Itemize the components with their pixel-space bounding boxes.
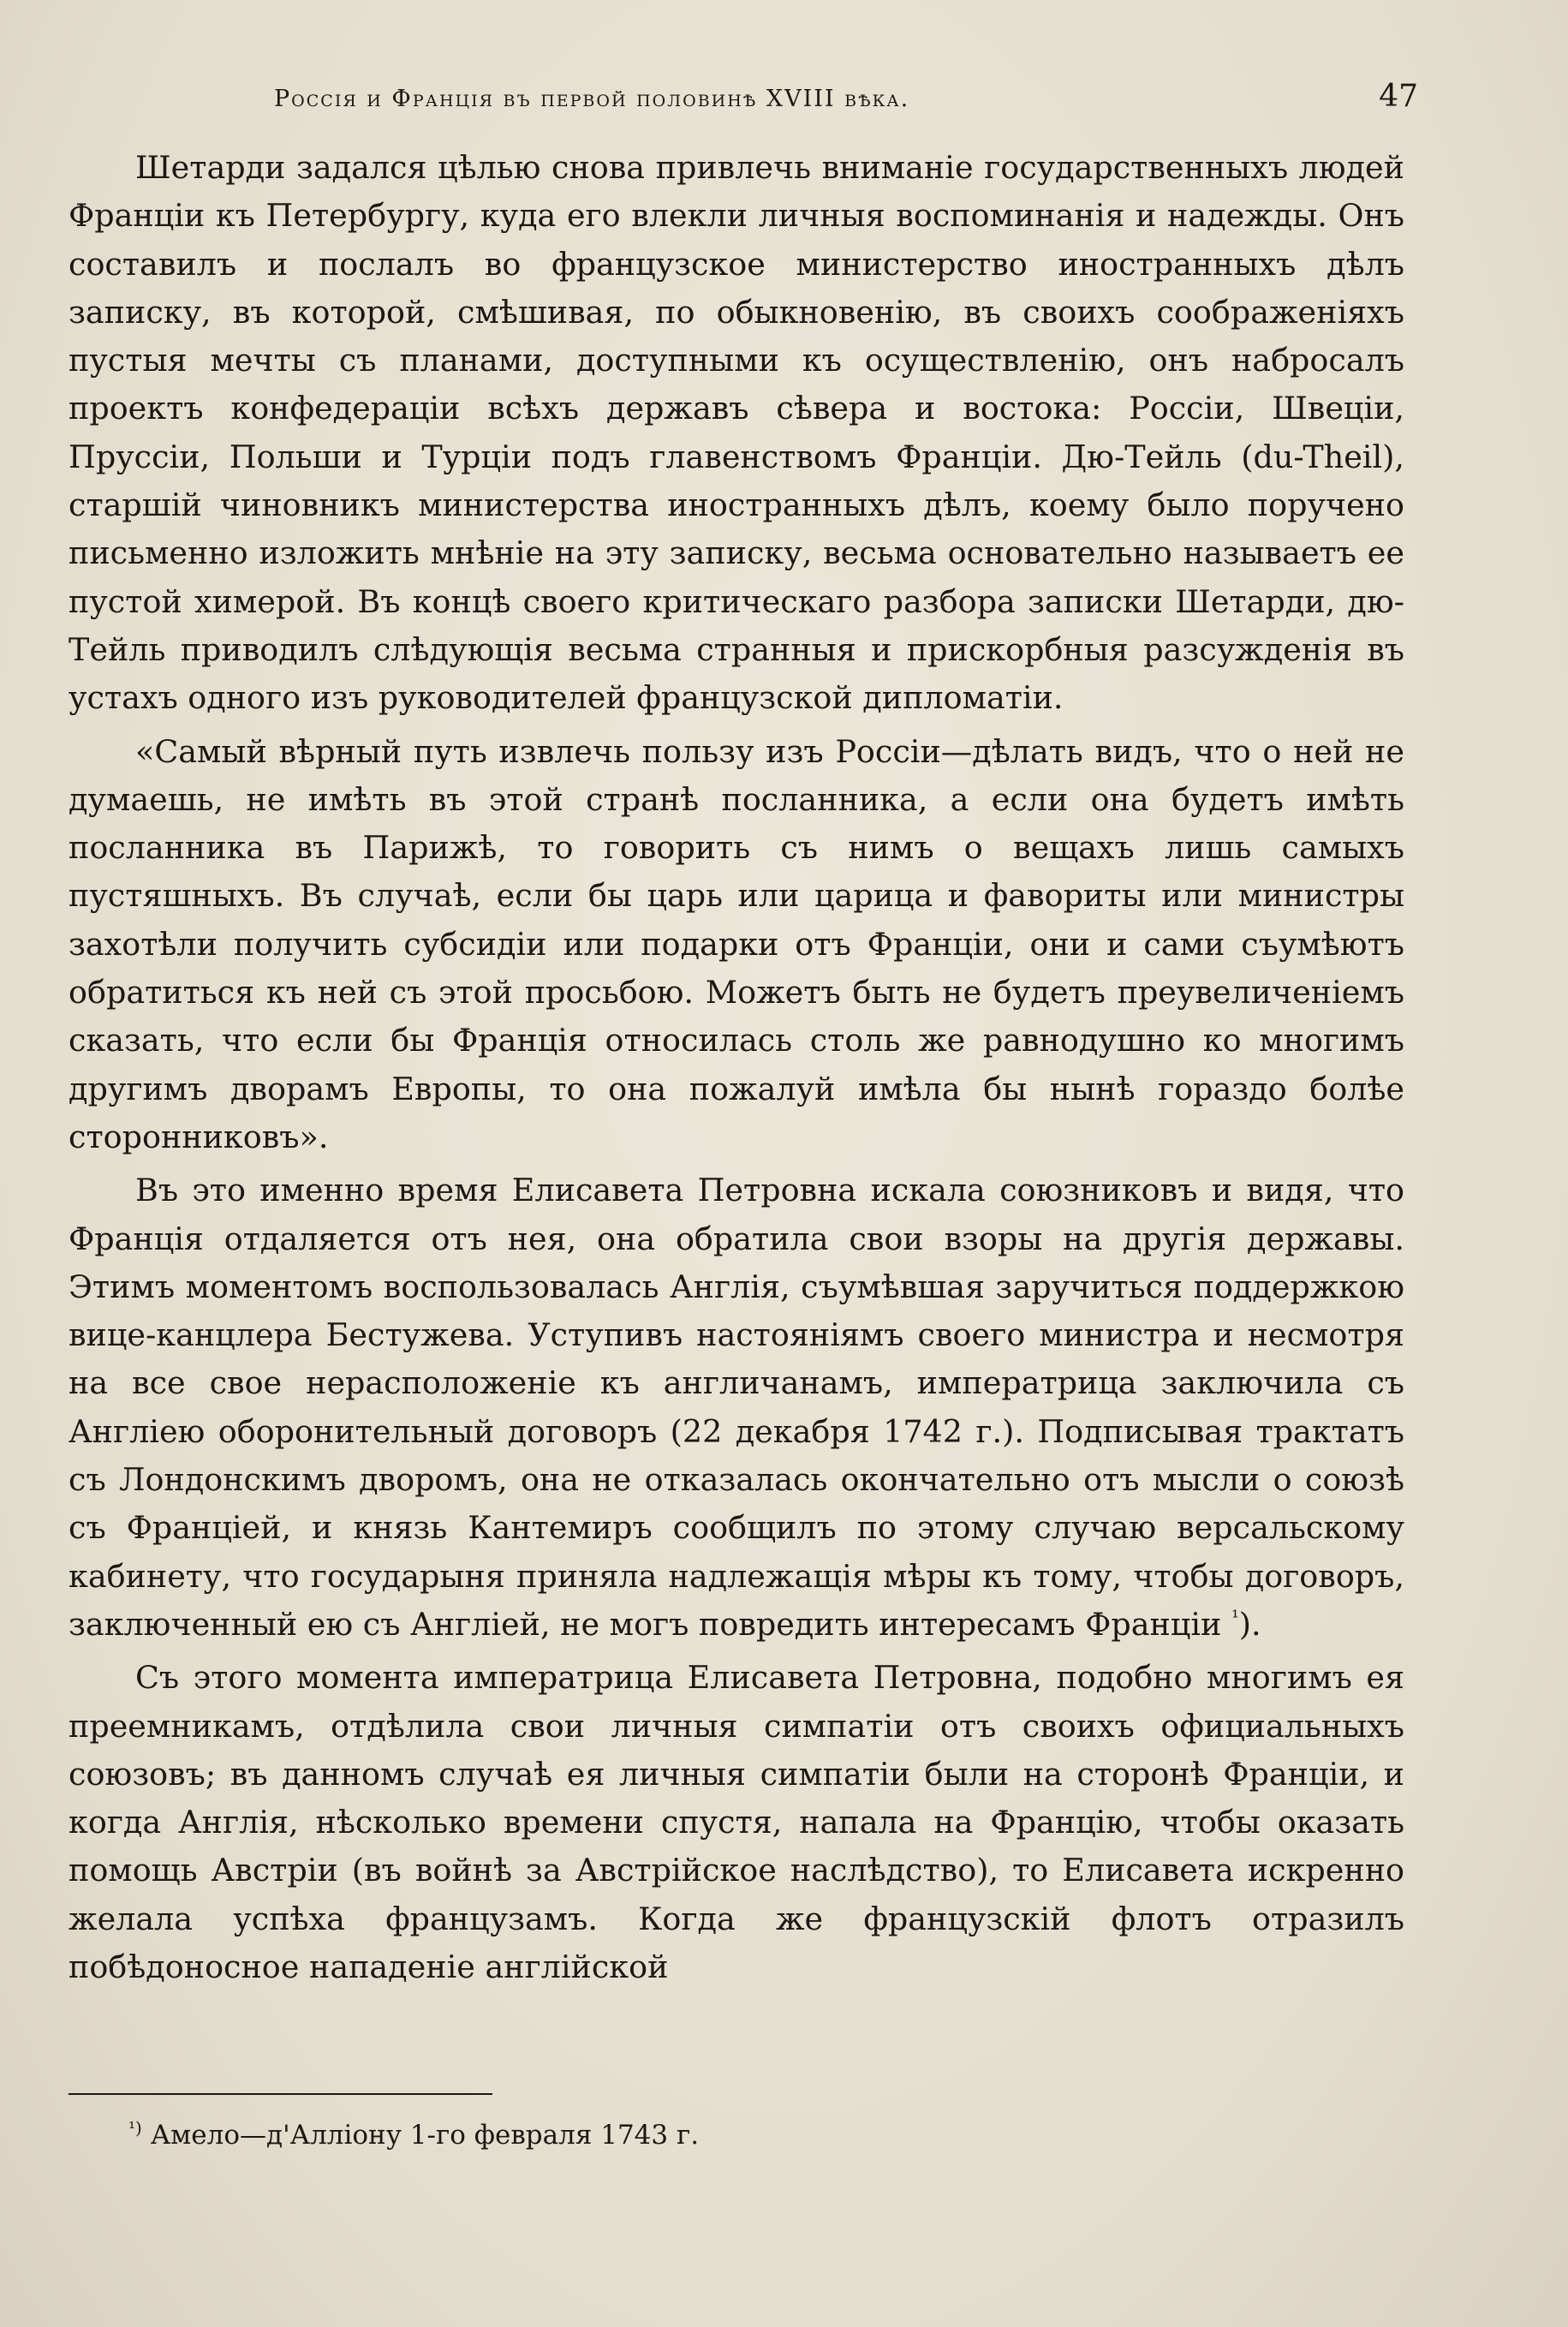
footnote-reference: ¹ — [1231, 1607, 1239, 1629]
body-text — [69, 144, 1404, 1991]
paragraph-1: Шетарди задался цѣлью снова привлечь вниманіе государственныхъ людей Франціи къ Петербургу, куда его влекли личныя воспоминанія и надежды. Онъ составилъ и послалъ во французское министерство иностранныхъ дѣлъ записку, въ которой, смѣшивая, по обыкновенію, въ своихъ соображеніяхъ пустыя мечты съ планами, доступными къ осуществленію, онъ набросалъ проектъ конфедераціи всѣхъ державъ сѣвера и востока: Россіи, Швеціи, Пруссіи, Польши и Турціи подъ главенствомъ Франціи. Дю-Тейль (du-Theil), старшій чиновникъ министерства иностранныхъ дѣлъ, коему было поручено письменно изложить мнѣніе на эту записку, весьма основательно называетъ ее пустой химерой. Въ концѣ своего критическаго разбора записки Шетарди, дю-Тейль приводилъ слѣдующія весьма странныя и прискорбныя разсужденія въ устахъ одного изъ руководителей французской дипломатіи. — [69, 149, 1404, 717]
page-header — [69, 79, 1397, 122]
running-title: Россія и Франція въ первой половинѣ XVIII вѣка. — [274, 86, 910, 112]
page-number: 47 — [1379, 79, 1418, 114]
footnote — [128, 2117, 700, 2151]
footnote-text: Амело—д'Аллiону 1-го февраля 1743 г. — [150, 2120, 700, 2151]
paragraph-3-text: Въ это именно время Елисавета Петровна искала союзниковъ и видя, что Франція отдаляется отъ нея, она обратила свои взоры на другія державы. Этимъ моментомъ воспользовалась Англія, съумѣвшая заручиться поддержкою вице-канцлера Бестужева. Уступивъ настояніямъ своего министра и несмотря на все свое нерасположеніе къ англичанамъ, императрица заключила съ Англіею оборонительный договоръ (22 декабря 1742 г.). Подписывая трактатъ съ Лондонскимъ дворомъ, она не отказалась окончательно отъ мысли о союзѣ съ Франціей, и князь Кантемиръ сообщилъ по этому случаю версальскому кабинету, что государыня приняла надлежащія мѣры къ тому, чтобы договоръ, заключенный ею съ Англіей, не могъ повредить интересамъ Франціи — [69, 1172, 1404, 1643]
footnote-mark: ¹) — [128, 2117, 142, 2139]
paragraph-4: Съ этого момента императрица Елисавета Петровна, подобно многимъ ея преемникамъ, отдѣлила свои личныя симпатіи отъ своихъ официальныхъ союзовъ; въ данномъ случаѣ ея личныя симпатіи были на сторонѣ Франціи, и когда Англія, нѣсколько времени спустя, напала на Францію, чтобы оказать помощь Австріи (въ войнѣ за Австрійское наслѣдство), то Елисавета искренно желала успѣха французамъ. Когда же французскій флотъ отразилъ побѣдоносное нападеніе англійской — [69, 1659, 1404, 1985]
footnote-divider — [69, 2093, 492, 2095]
paragraph-3 — [69, 1166, 1404, 1649]
paragraph-2-quote: «Самый вѣрный путь извлечь пользу изъ Россіи—дѣлать видъ, что о ней не думаешь, не имѣть въ этой странѣ посланника, а если она будетъ имѣть посланника въ Парижѣ, то говорить съ нимъ о вещахъ лишь самыхъ пустяшныхъ. Въ случаѣ, если бы царь или царица и фавориты или министры захотѣли получить субсидіи или подарки отъ Франціи, они и сами съумѣютъ обратиться къ ней съ этой просьбою. Можетъ быть не будетъ преувеличеніемъ сказать, что если бы Франція относилась столь же равнодушно ко многимъ другимъ дворамъ Европы, то она пожалуй имѣла бы нынѣ гораздо болѣе сторонниковъ». — [69, 732, 1404, 1155]
paragraph-3-tail: ). — [1238, 1605, 1261, 1643]
